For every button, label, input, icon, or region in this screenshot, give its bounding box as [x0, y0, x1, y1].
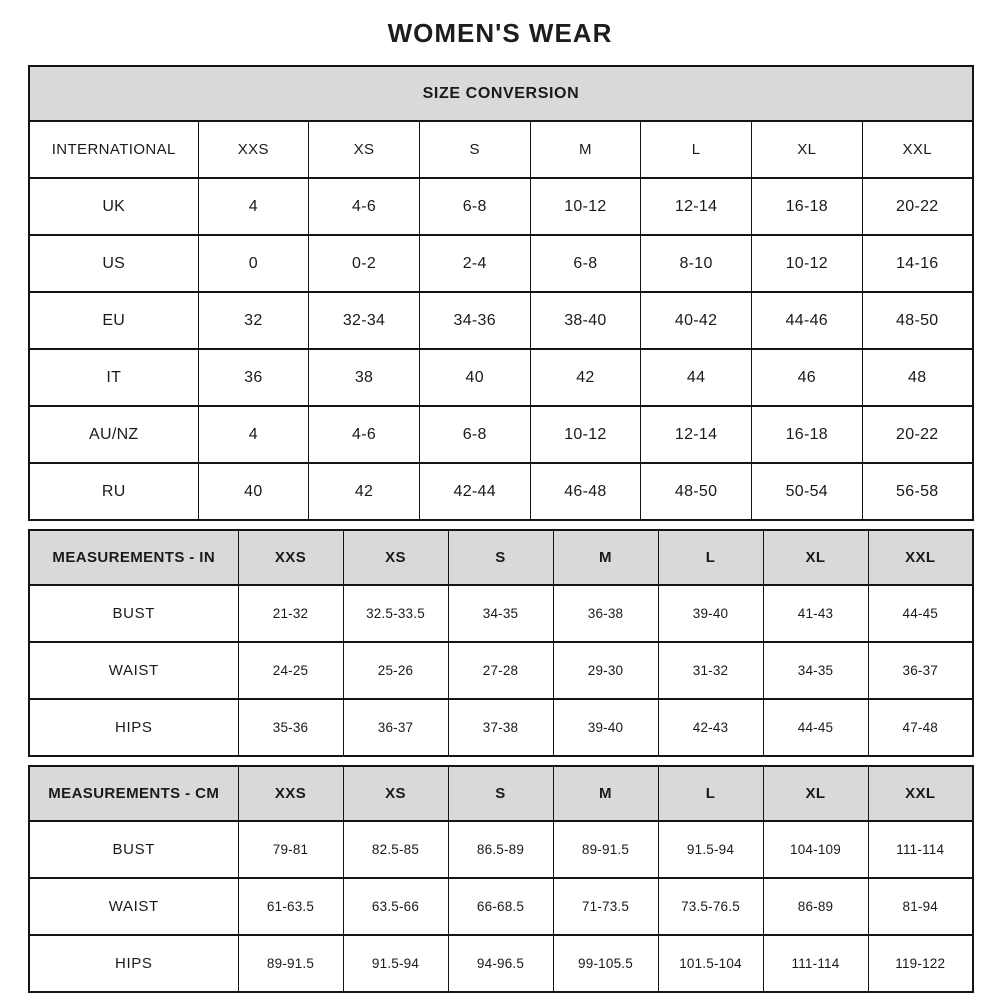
row-label-waist: WAIST — [29, 642, 238, 699]
column-header-l: L — [658, 766, 763, 821]
size-value: 46 — [751, 349, 862, 406]
row-label-bust: BUST — [29, 585, 238, 642]
column-header-xl: XL — [763, 766, 868, 821]
row-label-it: IT — [29, 349, 198, 406]
measurement-value: 39-40 — [553, 699, 658, 756]
column-header-xl: XL — [763, 530, 868, 585]
size-value: 48 — [862, 349, 973, 406]
size-value: 44 — [641, 349, 752, 406]
measurements-in-header-row — [29, 530, 973, 585]
measurement-value: 36-38 — [553, 585, 658, 642]
size-value: 32 — [198, 292, 309, 349]
measurement-value: 39-40 — [658, 585, 763, 642]
size-value: 56-58 — [862, 463, 973, 520]
measurement-value: 99-105.5 — [553, 935, 658, 992]
measurement-value: 27-28 — [448, 642, 553, 699]
measurement-value: 79-81 — [238, 821, 343, 878]
table-row-hips-cm — [29, 935, 973, 992]
size-value: 16-18 — [751, 406, 862, 463]
size-value: 0 — [198, 235, 309, 292]
column-header-s: S — [448, 766, 553, 821]
size-value: 20-22 — [862, 406, 973, 463]
size-value: 14-16 — [862, 235, 973, 292]
measurement-value: 101.5-104 — [658, 935, 763, 992]
column-header-s: S — [448, 530, 553, 585]
column-header-xxs: XXS — [198, 121, 309, 178]
column-header-m: M — [553, 766, 658, 821]
page-title: WOMEN'S WEAR — [387, 18, 613, 48]
size-value: 40-42 — [641, 292, 752, 349]
measurements-cm-header-row — [29, 766, 973, 821]
size-value: 38-40 — [530, 292, 641, 349]
size-value: 6-8 — [419, 406, 530, 463]
size-value: 40 — [419, 349, 530, 406]
measurement-value: 34-35 — [763, 642, 868, 699]
column-header-international: INTERNATIONAL — [29, 121, 198, 178]
measurement-value: 71-73.5 — [553, 878, 658, 935]
measurement-value: 104-109 — [763, 821, 868, 878]
measurement-value: 111-114 — [763, 935, 868, 992]
measurement-value: 82.5-85 — [343, 821, 448, 878]
measurement-value: 119-122 — [868, 935, 973, 992]
size-value: 40 — [198, 463, 309, 520]
table-row-eu — [29, 292, 973, 349]
measurement-value: 66-68.5 — [448, 878, 553, 935]
measurement-value: 36-37 — [343, 699, 448, 756]
size-value: 32-34 — [309, 292, 420, 349]
size-value: 8-10 — [641, 235, 752, 292]
measurement-value: 81-94 — [868, 878, 973, 935]
measurement-value: 47-48 — [868, 699, 973, 756]
size-value: 38 — [309, 349, 420, 406]
row-label-hips: HIPS — [29, 935, 238, 992]
table-row-us — [29, 235, 973, 292]
column-header-xxl: XXL — [868, 530, 973, 585]
measurement-value: 44-45 — [868, 585, 973, 642]
measurement-value: 86-89 — [763, 878, 868, 935]
table-row-bust-in — [29, 585, 973, 642]
measurement-value: 91.5-94 — [343, 935, 448, 992]
size-value: 42-44 — [419, 463, 530, 520]
table-row-aunz — [29, 406, 973, 463]
size-conversion-title: SIZE CONVERSION — [29, 66, 973, 121]
table-row-bust-cm — [29, 821, 973, 878]
row-label-us: US — [29, 235, 198, 292]
measurements-cm-title: MEASUREMENTS - CM — [29, 766, 238, 821]
measurement-value: 86.5-89 — [448, 821, 553, 878]
size-value: 4-6 — [309, 406, 420, 463]
measurements-in-table — [28, 529, 974, 757]
measurement-value: 89-91.5 — [238, 935, 343, 992]
row-label-ru: RU — [29, 463, 198, 520]
size-value: 4 — [198, 178, 309, 235]
size-value: 34-36 — [419, 292, 530, 349]
size-value: 42 — [309, 463, 420, 520]
row-label-uk: UK — [29, 178, 198, 235]
measurement-value: 44-45 — [763, 699, 868, 756]
size-value: 12-14 — [641, 406, 752, 463]
row-label-eu: EU — [29, 292, 198, 349]
table-row-waist-in — [29, 642, 973, 699]
size-value: 0-2 — [309, 235, 420, 292]
row-label-aunz: AU/NZ — [29, 406, 198, 463]
size-value: 16-18 — [751, 178, 862, 235]
size-value: 46-48 — [530, 463, 641, 520]
measurement-value: 91.5-94 — [658, 821, 763, 878]
column-header-xs: XS — [343, 530, 448, 585]
table-row-uk — [29, 178, 973, 235]
column-header-s: S — [419, 121, 530, 178]
measurement-value: 35-36 — [238, 699, 343, 756]
size-value: 50-54 — [751, 463, 862, 520]
measurement-value: 41-43 — [763, 585, 868, 642]
column-header-xxs: XXS — [238, 766, 343, 821]
size-value: 42 — [530, 349, 641, 406]
measurement-value: 32.5-33.5 — [343, 585, 448, 642]
table-row-it — [29, 349, 973, 406]
size-value: 20-22 — [862, 178, 973, 235]
column-header-m: M — [530, 121, 641, 178]
column-header-m: M — [553, 530, 658, 585]
column-header-l: L — [658, 530, 763, 585]
measurement-value: 37-38 — [448, 699, 553, 756]
measurement-value: 61-63.5 — [238, 878, 343, 935]
size-value: 12-14 — [641, 178, 752, 235]
measurement-value: 89-91.5 — [553, 821, 658, 878]
table-row-hips-in — [29, 699, 973, 756]
size-conversion-table — [28, 65, 974, 521]
size-value: 44-46 — [751, 292, 862, 349]
row-label-waist: WAIST — [29, 878, 238, 935]
size-value: 4-6 — [309, 178, 420, 235]
measurement-value: 36-37 — [868, 642, 973, 699]
size-value: 48-50 — [862, 292, 973, 349]
size-value: 6-8 — [419, 178, 530, 235]
column-header-xs: XS — [343, 766, 448, 821]
table-row-waist-cm — [29, 878, 973, 935]
size-value: 2-4 — [419, 235, 530, 292]
column-header-xxl: XXL — [868, 766, 973, 821]
size-value: 4 — [198, 406, 309, 463]
row-label-hips: HIPS — [29, 699, 238, 756]
measurement-value: 21-32 — [238, 585, 343, 642]
column-header-xxl: XXL — [862, 121, 973, 178]
row-label-bust: BUST — [29, 821, 238, 878]
size-conversion-header-row — [29, 121, 973, 178]
measurement-value: 63.5-66 — [343, 878, 448, 935]
size-value: 10-12 — [530, 406, 641, 463]
size-value: 10-12 — [530, 178, 641, 235]
size-value: 48-50 — [641, 463, 752, 520]
size-value: 10-12 — [751, 235, 862, 292]
size-value: 36 — [198, 349, 309, 406]
column-header-xl: XL — [751, 121, 862, 178]
measurements-cm-table — [28, 765, 974, 993]
column-header-xxs: XXS — [238, 530, 343, 585]
measurements-in-title: MEASUREMENTS - IN — [29, 530, 238, 585]
size-value: 6-8 — [530, 235, 641, 292]
measurement-value: 111-114 — [868, 821, 973, 878]
measurement-value: 31-32 — [658, 642, 763, 699]
measurement-value: 73.5-76.5 — [658, 878, 763, 935]
column-header-xs: XS — [309, 121, 420, 178]
column-header-l: L — [641, 121, 752, 178]
measurement-value: 34-35 — [448, 585, 553, 642]
measurement-value: 29-30 — [553, 642, 658, 699]
measurement-value: 24-25 — [238, 642, 343, 699]
measurement-value: 25-26 — [343, 642, 448, 699]
table-row-ru — [29, 463, 973, 520]
measurement-value: 94-96.5 — [448, 935, 553, 992]
measurement-value: 42-43 — [658, 699, 763, 756]
